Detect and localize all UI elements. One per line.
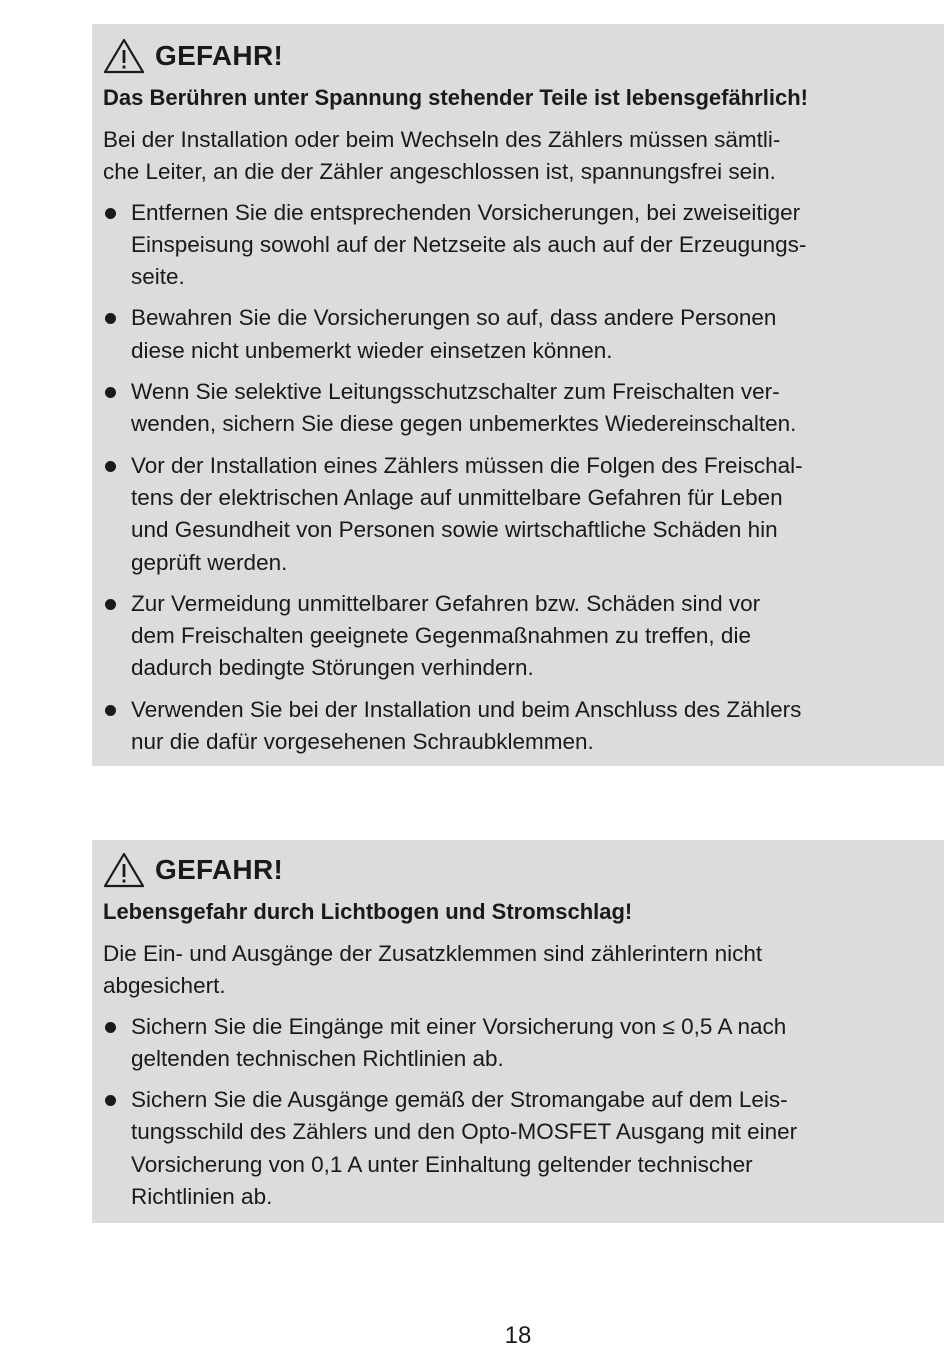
- danger-heading-text: GEFAHR!: [155, 40, 284, 71]
- list-item-line: Entfernen Sie die entsprechenden Vorsicherungen, bei zweiseitiger: [131, 199, 801, 225]
- list-item: [103, 376, 934, 441]
- bullet-icon: [105, 313, 116, 324]
- bullet-icon: [105, 1022, 116, 1033]
- warning-triangle-icon: [103, 38, 145, 74]
- list-item-line: geltenden technischen Richtlinien ab.: [131, 1045, 504, 1071]
- list-item-line: diese nicht unbemerkt wieder einsetzen können.: [131, 337, 613, 363]
- list-item-line: Sichern Sie die Eingänge mit einer Vorsicherung von ≤ 0,5 A nach: [131, 1013, 787, 1039]
- list-item-line: seite.: [131, 264, 185, 290]
- bullet-icon: [105, 599, 116, 610]
- danger-subtitle: Das Berühren unter Spannung stehender Teile ist lebensgefährlich!: [103, 85, 808, 110]
- list-item-line: tungsschild des Zählers und den Opto-MOSFET Ausgang mit einer: [131, 1119, 798, 1145]
- list-item-line: und Gesundheit von Personen sowie wirtschaftliche Schäden hin: [131, 517, 778, 543]
- paragraph-line: che Leiter, an die der Zähler angeschlossen ist, spannungsfrei sein.: [103, 159, 776, 185]
- list-item-line: wenden, sichern Sie diese gegen unbemerktes Wiedereinschalten.: [131, 411, 797, 437]
- list-item-line: dem Freischalten geeignete Gegenmaßnahmen zu treffen, die: [131, 623, 751, 649]
- list-item-line: Vorsicherung von 0,1 A unter Einhaltung geltender technischer: [131, 1151, 753, 1177]
- list-item-line: geprüft werden.: [131, 549, 288, 575]
- list-item-line: nur die dafür vorgesehenen Schraubklemmen.: [131, 729, 594, 755]
- danger-box-arc-flash: [92, 840, 944, 1223]
- danger-heading: [103, 36, 934, 76]
- instruction-list: [103, 197, 934, 759]
- list-item: [103, 302, 934, 367]
- list-item-line: Zur Vermeidung unmittelbarer Gefahren bzw. Schäden sind vor: [131, 590, 761, 616]
- danger-subtitle: Lebensgefahr durch Lichtbogen und Stromschlag!: [103, 899, 633, 924]
- list-item-line: tens der elektrischen Anlage auf unmittelbare Gefahren für Leben: [131, 484, 783, 510]
- danger-box-electrical-contact: [92, 24, 944, 766]
- paragraph-line: Die Ein- und Ausgänge der Zusatzklemmen sind zählerintern nicht: [103, 941, 763, 966]
- list-item-line: Einspeisung sowohl auf der Netzseite als auch auf der Erzeugungs-: [131, 231, 807, 257]
- list-item-line: Bewahren Sie die Vorsicherungen so auf, dass andere Personen: [131, 305, 777, 331]
- danger-paragraph: [103, 938, 934, 1003]
- danger-heading: [103, 850, 934, 890]
- bullet-icon: [105, 1095, 116, 1106]
- bullet-icon: [105, 387, 116, 398]
- list-item-line: Wenn Sie selektive Leitungsschutzschalter zum Freischalten ver-: [131, 379, 780, 405]
- list-item: [103, 1011, 934, 1076]
- warning-triangle-icon: [103, 852, 145, 888]
- list-item: [103, 694, 934, 759]
- list-item-line: Richtlinien ab.: [131, 1184, 273, 1210]
- list-item-line: Vor der Installation eines Zählers müssen die Folgen des Freischal-: [131, 452, 803, 478]
- list-item-line: Verwenden Sie bei der Installation und beim Anschluss des Zählers: [131, 696, 802, 722]
- paragraph-line: Bei der Installation oder beim Wechseln des Zählers müssen sämtli-: [103, 127, 781, 152]
- list-item-line: Sichern Sie die Ausgänge gemäß der Stromangabe auf dem Leis-: [131, 1087, 788, 1113]
- bullet-icon: [105, 705, 116, 716]
- list-item: [103, 1084, 934, 1213]
- bullet-icon: [105, 461, 116, 472]
- list-item: [103, 197, 934, 294]
- bullet-icon: [105, 208, 116, 219]
- danger-paragraph: [103, 124, 934, 189]
- list-item-line: dadurch bedingte Störungen verhindern.: [131, 655, 534, 681]
- paragraph-line: abgesichert.: [103, 973, 226, 999]
- list-item: [103, 450, 934, 579]
- list-item: [103, 588, 934, 685]
- danger-heading-text: GEFAHR!: [155, 854, 284, 885]
- instruction-list: [103, 1011, 934, 1214]
- page-number: 18: [504, 1322, 532, 1349]
